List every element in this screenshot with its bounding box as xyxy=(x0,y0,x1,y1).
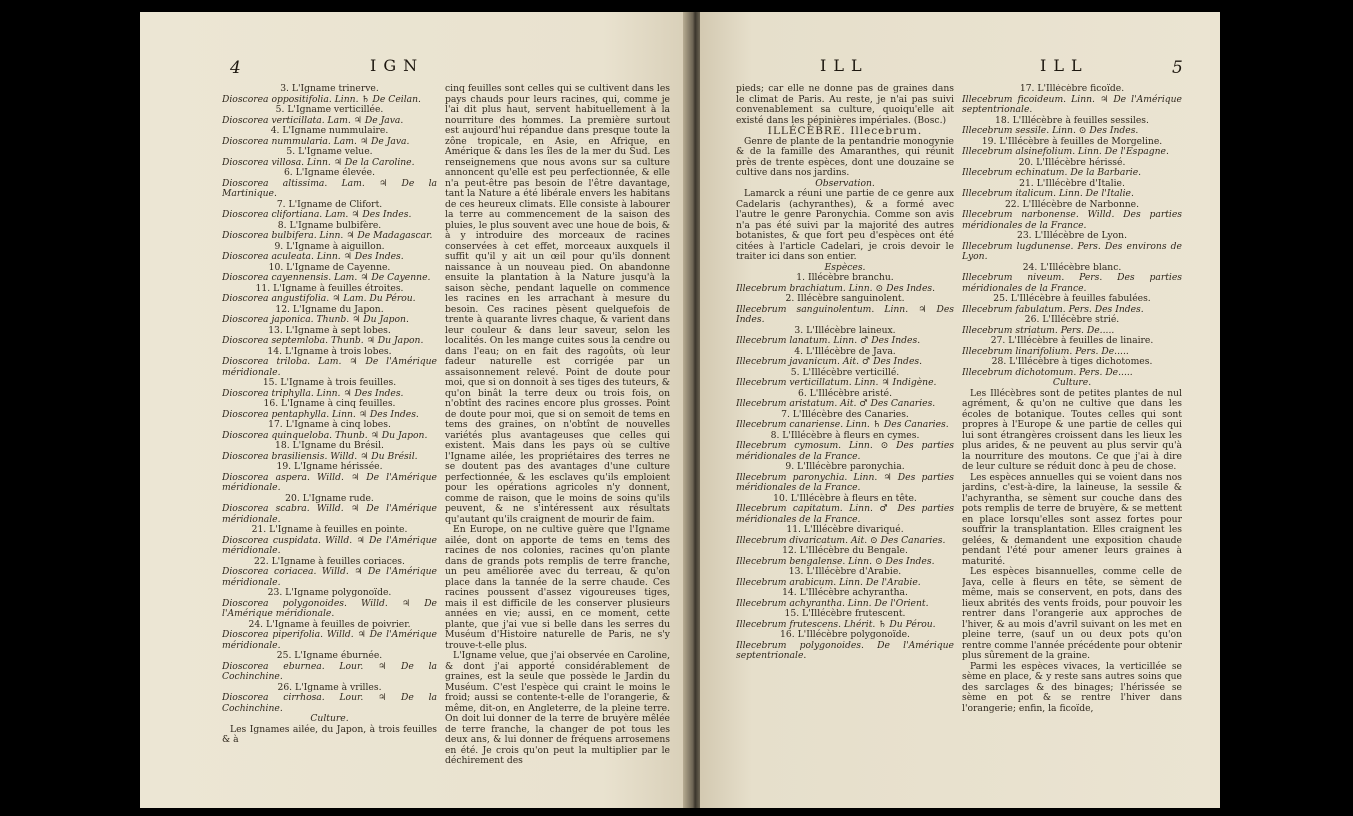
entry-heading: 20. L'Illécèbre hérissé. xyxy=(1018,156,1126,168)
species-line: Illecebrum brachiatum. Linn. ⊙ Des Indes. xyxy=(736,282,936,294)
entry-heading: ILLÉCÈBRE. Illecebrum. xyxy=(767,125,923,137)
species-line: Dioscorea bulbifera. Linn. ♃ De Madagascar. xyxy=(222,230,433,241)
species-line: Illecebrum striatum. Pers. De..... xyxy=(962,324,1115,336)
entry-heading: 25. L'Illécèbre à feuilles fabulées. xyxy=(993,293,1151,304)
species-line: Dioscorea villosa. Linn. ♃ De la Caroline. xyxy=(222,156,415,168)
entry-heading: 13. L'Illécèbre d'Arabie. xyxy=(788,566,902,577)
paragraph: Les espèces annuelles qui se voient dans nos jardins, c'est-à-dire, la laineuse, la sessile & l'achyrantha, se sèment sur couche dans des pots remplis de terre de bruyère, & se mettent en place lorsqu'elles sont assez fortes pour souffrir la transplantation. Elles craignent les gelées, & demandent une exposition chaude pendant l'été pour amener leurs graines à maturité. xyxy=(962,471,1182,567)
species-line: Dioscorea oppositifolia. Linn. ♄ De Ceilan. xyxy=(222,93,421,105)
paragraph: Parmi les espèces vivaces, la verticillée se sème en place, & y reste sans autres soins que des sarclages & des binages; l'hérissée se sème en pot & se rentre l'hiver dans l'orangerie; enfin, la ficoïde, xyxy=(962,660,1182,714)
entry-heading: 4. L'Illécèbre de Java. xyxy=(794,345,896,357)
species-line: Illecebrum paronychia. Linn. ♃ Des parties méridionales de la France. xyxy=(736,471,954,493)
species-line: Dioscorea septemloba. Thunb. ♃ Du Japon. xyxy=(222,335,424,346)
entry-heading: 24. L'Igname à feuilles de poivrier. xyxy=(248,618,411,630)
species-line: Illecebrum aristatum. Ait. ♂ Des Canaries. xyxy=(736,398,936,409)
entry-heading: 9. L'Illécèbre paronychia. xyxy=(785,461,905,472)
species-line: Illecebrum ficoideum. Linn. ♃ De l'Amérique septentrionale. xyxy=(962,93,1182,115)
species-line: Illecebrum divaricatum. Ait. ⊙ Des Canaries. xyxy=(736,534,946,546)
species-line: Illecebrum linarifolium. Pers. De..... xyxy=(962,345,1129,357)
species-line: Dioscorea clifortiana. Lam. ♃ Des Indes. xyxy=(222,209,412,220)
entry-heading: 3. L'Igname trinerve. xyxy=(280,84,379,94)
entry-heading: 10. L'Igname de Cayenne. xyxy=(268,261,391,273)
entry-heading: 24. L'Illécèbre blanc. xyxy=(1022,261,1122,273)
running-head: ILL xyxy=(820,56,869,75)
entry-heading: 14. L'Igname à trois lobes. xyxy=(267,345,392,357)
entry-heading: 20. L'Igname rude. xyxy=(285,492,374,504)
species-line: Dioscorea cirrhosa. Lour. ♃ De la Cochinchine. xyxy=(222,692,437,714)
species-line: Dioscorea polygonoides. Willd. ♃ De l'Amérique méridionale. xyxy=(222,597,437,619)
species-line: Illecebrum arabicum. Linn. De l'Arabie. xyxy=(736,576,921,588)
entry-heading: 5. L'Illécèbre verticillé. xyxy=(790,366,900,378)
entry-heading: 18. L'Igname du Brésil. xyxy=(275,440,384,451)
right-page xyxy=(700,12,1220,808)
entry-heading: 16. L'Illécèbre polygonoïde. xyxy=(780,629,910,640)
species-line: Illecebrum narbonense. Willd. Des parties méridionales de la France. xyxy=(962,209,1182,231)
paragraph: En Europe, on ne cultive guère que l'Igname ailée, dont on apporte de tems en tems des racines de nos colonies, racines qu'on plante dans de grands pots remplis de terre franche, un peu améliorée avec du terreau, & qu'on place dans la tannée de la serre chaude. Ces racines poussent d'assez vigoureuses tiges, mais il est difficile de les conserver plusieurs années en vie; aussi, en ce moment, cette plante, que j'ai vue si belle dans les serres du Muséum d'Histoire naturelle de Paris, ne s'y trouve-t-elle plus. xyxy=(445,524,670,651)
species-line: Dioscorea pentaphylla. Linn. ♃ Des Indes. xyxy=(222,408,419,420)
species-line: Illecebrum sanguinolentum. Linn. ♃ Des Indes. xyxy=(736,303,954,325)
species-line: Dioscorea quinqueloba. Thunb. ♃ Du Japon. xyxy=(222,429,428,441)
section-heading: Observation. xyxy=(815,177,875,189)
species-line: Dioscorea altissima. Lam. ♃ De la Martinique. xyxy=(222,177,437,199)
species-line: Dioscorea triphylla. Linn. ♃ Des Indes. xyxy=(222,387,404,399)
species-line: Illecebrum polygonoides. De l'Amérique septentrionale. xyxy=(736,639,954,661)
entry-heading: 6. L'Illécèbre aristé. xyxy=(797,387,893,399)
entry-heading: 23. L'Illécèbre de Lyon. xyxy=(1016,230,1128,241)
species-line: Illecebrum sessile. Linn. ⊙ Des Indes. xyxy=(962,125,1139,136)
species-line: Dioscorea japonica. Thunb. ♃ Du Japon. xyxy=(222,314,409,325)
paragraph: cinq feuilles sont celles qui se cultivent dans les pays chauds pour leurs racines, qui, comme je l'ai dit plus haut, servent habituellement à la nourriture des hommes. La première surtout est aujourd'hui répandue dans presque toute la zône tropicale, en Asie, en Afrique, en Amérique & dans les îles de la mer du Sud. Les renseignemens que nous avons sur sa culture annoncent qu'elle est peu perfectionnée, & elle n'a peut-être pas besoin de l'être davantage, tant la Nature a été libérale envers les habitans de ces heureux climats. Elle consiste à labourer la terre au commencement de la saison des pluies, le plus souvent avec une houe de bois, & à y introduire des morceaux de racines conservées à cet effet, morceaux auxquels il suffit qu'il y ait un œil pour qu'ils donnent naissance à un nouveau pied. On abandonne ensuite la plantation à la Nature jusqu'à la saison sèche, pendant laquelle on commence les racines en les arrachant à mesure du besoin. Ces racines pèsent quelquefois de trente à quarante livres chaque, & varient dans leur couleur & dans leur saveur, selon les localités. On les mange cuites sous la cendre ou dans l'eau; on en fait des ragoûts, où leur fadeur naturelle est corrigée par un assaisonnement relevé. Point de doute pour moi, que si on donnoit à ses tiges des tuteurs, & qu'on binât la terre deux ou trois fois, on n'obtînt des racines encore plus grosses. Point de doute pour moi, que si on semoit de tems en tems des graines, on n'obtînt de nouvelles variétés plus avantageuses que celles qui existent. Mais dans les pays où se cultive l'Igname ailée, les propriétaires des terres ne se doutent pas des avantages d'une culture perfectionnée, & les esclaves qu'ils emploient pour les opérations agricoles n'y donnent, comme de raison, que le moins de soins qu'ils peuvent, & ne s'intéressent aux résultats qu'autant qu'ils craignent de mourir de faim. xyxy=(445,84,670,525)
species-line: Dioscorea brasiliensis. Willd. ♃ Du Brésil. xyxy=(222,450,418,462)
species-line: Dioscorea eburnea. Lour. ♃ De la Cochinchine. xyxy=(222,660,437,682)
species-line: Illecebrum alsinefolium. Linn. De l'Espagne. xyxy=(962,146,1169,157)
species-line: Illecebrum frutescens. Lhérit. ♄ Du Pérou. xyxy=(736,618,936,630)
species-line: Dioscorea coriacea. Willd. ♃ De l'Amérique méridionale. xyxy=(222,566,437,588)
left-page xyxy=(140,12,685,808)
entry-heading: 17. L'Igname à cinq lobes. xyxy=(268,419,391,430)
section-heading: Culture. xyxy=(1052,377,1092,388)
page-number: 4 xyxy=(230,58,241,78)
species-line: Dioscorea aculeata. Linn. ♃ Des Indes. xyxy=(222,251,404,262)
paragraph: L'Igname velue, que j'ai observée en Caroline, & dont j'ai apporté considérablement de graines, est la seule que possède le Jardin du Muséum. C'est l'espèce qui craint le moins le froid; aussi se contente-t-elle de l'orangerie, & même, dit-on, en Angleterre, de la pleine terre. On doit lui donner de la terre de bruyère mêlée de terre franche, la changer de pot tous les deux ans, & lui donner de fréquens arrosemens en été. Je crois qu'on peut la multiplier par le déchirement des xyxy=(445,650,670,766)
entry-heading: 10. L'Illécèbre à fleurs en tête. xyxy=(773,492,917,504)
entry-heading: 23. L'Igname polygonoïde. xyxy=(267,587,392,598)
species-line: Illecebrum fabulatum. Pers. Des Indes. xyxy=(962,303,1144,315)
entry-heading: 5. L'Igname velue. xyxy=(286,146,373,157)
entry-heading: 26. L'Illécèbre strié. xyxy=(1024,314,1120,325)
entry-heading: 14. L'Illécèbre achyrantha. xyxy=(782,587,908,598)
section-heading: Culture. xyxy=(310,713,349,724)
species-line: Illecebrum verticillatum. Linn. ♃ Indigène. xyxy=(736,377,937,388)
entry-heading: 15. L'Igname à trois feuilles. xyxy=(262,377,397,388)
species-line: Dioscorea scabra. Willd. ♃ De l'Amérique méridionale. xyxy=(222,503,437,525)
entry-heading: 4. L'Igname nummulaire. xyxy=(270,125,389,136)
entry-heading: 18. L'Illécèbre à feuilles sessiles. xyxy=(995,114,1149,126)
entry-heading: 3. L'Illécèbre laineux. xyxy=(794,324,896,336)
species-line: Illecebrum bengalense. Linn. ⊙ Des Indes. xyxy=(736,555,935,567)
entry-heading: 8. L'Illécèbre à fleurs en cymes. xyxy=(770,429,920,441)
paragraph: Genre de plante de la pentandrie monogynie & de la famille des Amaranthes, qui réunit près de trente espèces, dont une douzaine se cultive dans nos jardins. xyxy=(736,135,954,178)
entry-heading: 8. L'Igname bulbifère. xyxy=(277,219,382,231)
entry-heading: 11. L'Illécèbre divariqué. xyxy=(786,524,904,535)
entry-heading: 12. L'Igname du Japon. xyxy=(275,303,384,315)
entry-heading: 19. L'Igname hérissée. xyxy=(276,461,383,472)
entry-heading: 11. L'Igname à feuilles étroites. xyxy=(255,282,404,294)
species-line: Illecebrum cymosum. Linn. ⊙ Des parties méridionales de la France. xyxy=(736,440,954,462)
entry-heading: 13. L'Igname à sept lobes. xyxy=(268,324,391,336)
species-line: Illecebrum dichotomum. Pers. De..... xyxy=(962,366,1133,378)
running-head-repeat: ILL xyxy=(1040,56,1089,75)
species-line: Dioscorea angustifolia. ♃ Lam. Du Pérou. xyxy=(222,293,416,304)
entry-heading: 28. L'Illécèbre à tiges dichotomes. xyxy=(991,356,1153,367)
section-heading: Espèces. xyxy=(824,261,866,273)
species-line: Dioscorea verticillata. Lam. ♃ De Java. xyxy=(222,114,404,126)
entry-heading: 12. L'Illécèbre du Bengale. xyxy=(782,545,908,556)
entry-heading: 2. Illécèbre sanguinolent. xyxy=(785,293,905,304)
paragraph: Les Illécèbres sont de petites plantes de nul agrément, & qu'on ne cultive que dans les écoles de botanique. Toutes celles qui sont propres à l'Europe & une partie de celles qui lui sont étrangères croissent dans les lieux les plus arides, & ne peuvent au plus servir qu'à la nourriture des moutons. Ce que j'ai à dire de leur culture se réduit donc à peu de chose. xyxy=(962,387,1182,472)
species-line: Illecebrum lugdunense. Pers. Des environs de Lyon. xyxy=(962,240,1182,262)
species-line: Dioscorea aspera. Willd. ♃ De l'Amérique méridionale. xyxy=(222,471,437,493)
species-line: Illecebrum italicum. Linn. De l'Italie. xyxy=(962,188,1134,199)
text-column-right xyxy=(962,84,1182,802)
entry-heading: 17. L'Illécèbre ficoïde. xyxy=(1019,84,1125,94)
species-line: Dioscorea cayennensis. Lam. ♃ De Cayenne. xyxy=(222,272,431,283)
entry-heading: 15. L'Illécèbre frutescent. xyxy=(784,608,906,619)
species-line: Dioscorea triloba. Lam. ♃ De l'Amérique méridionale. xyxy=(222,356,437,378)
entry-heading: 6. L'Igname élevée. xyxy=(283,167,376,178)
entry-heading: 22. L'Illécèbre de Narbonne. xyxy=(1004,198,1140,210)
species-line: Dioscorea nummularia. Lam. ♃ De Java. xyxy=(222,135,410,147)
entry-heading: 26. L'Igname à vrilles. xyxy=(277,681,382,693)
species-line: Dioscorea piperifolia. Willd. ♃ De l'Amérique méridionale. xyxy=(222,629,437,651)
entry-heading: 9. L'Igname à aiguillon. xyxy=(274,240,385,252)
entry-heading: 19. L'Illécèbre à feuilles de Morgeline. xyxy=(981,135,1163,147)
paragraph: Les espèces bisannuelles, comme celle de Java, celle à fleurs en tête, se sèment de même, mais se conservent, en pots, dans des lieux abrités des vents froids, pour pouvoir les rentrer dans l'orangerie aux approches de l'hiver, & au mois d'avril suivant on les met en pleine terre, (sauf un ou deux pots qu'on rentre comme l'année précédente pour obtenir plus sûrement de la graine. xyxy=(962,566,1182,661)
entry-heading: 7. L'Illécèbre des Canaries. xyxy=(781,408,909,420)
entry-heading: 1. Illécèbre branchu. xyxy=(796,272,894,283)
entry-heading: 16. L'Igname à cinq feuilles. xyxy=(263,398,396,409)
paragraph: pieds; car elle ne donne pas de graines dans le climat de Paris. Au reste, je n'ai pas suivi convenablement sa culture, quoiqu'elle ait existé dans les pépinières impériales. (Bosc.) xyxy=(736,84,954,126)
running-head: IGN xyxy=(370,56,425,75)
entry-heading: 21. L'Illécèbre d'Italie. xyxy=(1019,177,1125,189)
species-line: Illecebrum capitatum. Linn. ♂ Des parties méridionales de la France. xyxy=(736,503,954,525)
species-line: Illecebrum echinatum. De la Barbarie. xyxy=(962,167,1142,178)
species-line: Illecebrum lanatum. Linn. ♂ Des Indes. xyxy=(736,335,921,346)
paragraph: Les Ignames ailée, du Japon, à trois feuilles & à xyxy=(222,723,437,745)
entry-heading: 22. L'Igname à feuilles coriaces. xyxy=(254,555,405,567)
species-line: Illecebrum achyrantha. Linn. De l'Orient. xyxy=(736,597,929,609)
entry-heading: 27. L'Illécèbre à feuilles de linaire. xyxy=(990,335,1154,346)
species-line: Illecebrum canariense. Linn. ♄ Des Canaries. xyxy=(736,419,949,430)
text-column-left xyxy=(222,84,437,802)
page-number: 5 xyxy=(1172,58,1183,78)
entry-heading: 25. L'Igname éburnée. xyxy=(276,650,383,661)
text-column-left xyxy=(736,84,954,802)
text-column-right xyxy=(445,84,670,802)
species-line: Dioscorea cuspidata. Willd. ♃ De l'Amérique méridionale. xyxy=(222,534,437,556)
entry-heading: 21. L'Igname à feuilles en pointe. xyxy=(251,524,408,535)
species-line: Illecebrum javanicum. Ait. ♂ Des Indes. xyxy=(736,356,923,367)
entry-heading: 5. L'Igname verticillée. xyxy=(275,104,384,115)
species-line: Illecebrum niveum. Pers. Des parties méridionales de la France. xyxy=(962,272,1182,294)
entry-heading: 7. L'Igname de Clifort. xyxy=(276,198,383,210)
paragraph: Lamarck a réuni une partie de ce genre aux Cadelaris (achyranthes), & a formé avec l'autre le genre Paronychia. Comme son avis n'a pas été suivi par la majorité des autres botanistes, & que fort peu d'espèces ont été citées à l'article Cadelari, je crois devoir le traiter ici dans son entier. xyxy=(736,188,954,262)
